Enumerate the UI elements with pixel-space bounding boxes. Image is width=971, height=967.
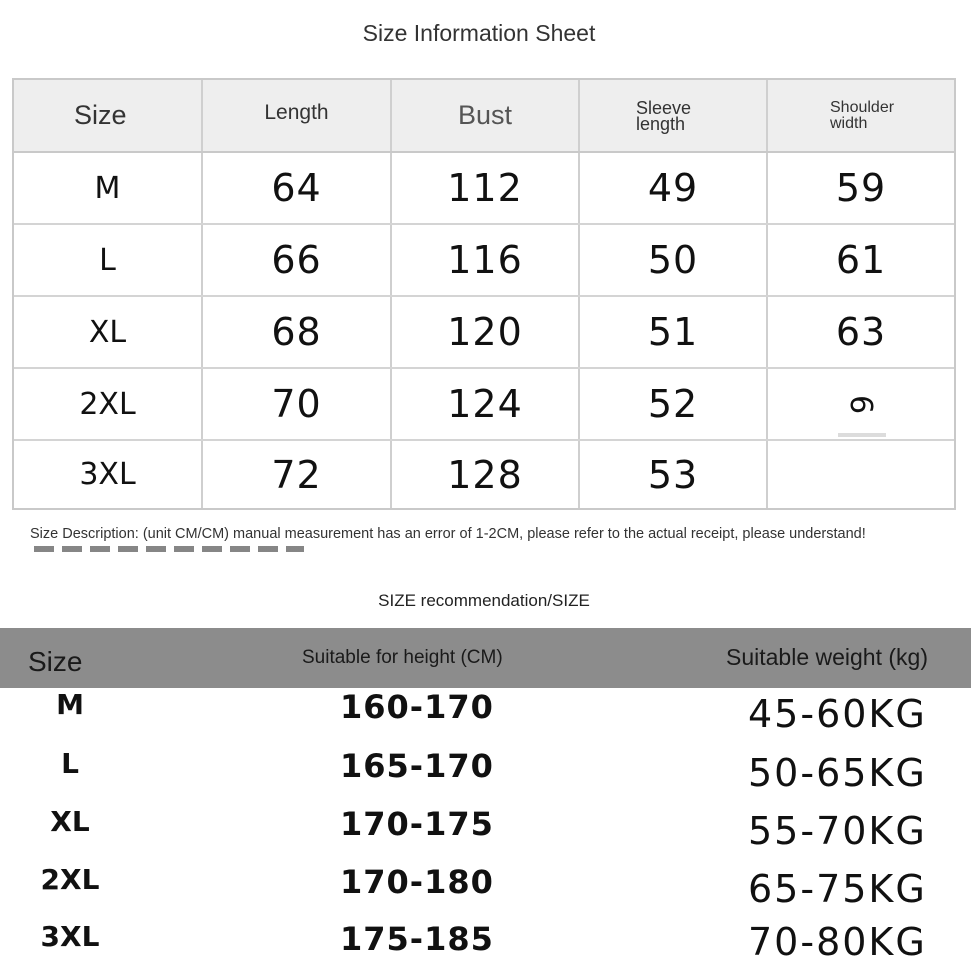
header-shoulder-width bbox=[768, 80, 954, 151]
cell-bust: 120 bbox=[392, 297, 580, 367]
cell-length: 70 bbox=[203, 369, 392, 439]
rec-height: 170-180 bbox=[340, 863, 494, 901]
rec-height: 175-185 bbox=[340, 920, 494, 958]
table-row bbox=[0, 920, 971, 966]
cell-shoulder: 61 bbox=[835, 238, 887, 282]
cell-sleeve: 53 bbox=[580, 441, 768, 508]
table-row bbox=[0, 688, 971, 746]
rec-height: 165-170 bbox=[340, 747, 494, 785]
cell-size: 2XL bbox=[14, 369, 203, 439]
table-row bbox=[14, 153, 954, 225]
cell-shoulder bbox=[768, 441, 954, 508]
size-info-table bbox=[12, 78, 956, 510]
cell-bust: 116 bbox=[392, 225, 580, 295]
cell-divider-fragment bbox=[838, 433, 886, 437]
cell-shoulder-rotated-value: 6 bbox=[843, 394, 879, 414]
header-shoulder-line2: width bbox=[830, 114, 868, 132]
rec-size: 3XL bbox=[40, 920, 100, 953]
rec-size: L bbox=[61, 747, 79, 780]
cell-length: 64 bbox=[203, 153, 392, 223]
rec-weight: 50-65KG bbox=[748, 751, 927, 795]
cell-shoulder: 63 bbox=[835, 310, 887, 354]
table-row bbox=[14, 441, 954, 508]
table-row bbox=[0, 747, 971, 805]
cell-shoulder bbox=[768, 369, 954, 439]
rec-size: 2XL bbox=[40, 863, 100, 896]
cell-bust: 112 bbox=[392, 153, 580, 223]
cell-sleeve: 50 bbox=[580, 225, 768, 295]
cell-length: 68 bbox=[203, 297, 392, 367]
header-sleeve-line1: Sleeve bbox=[636, 97, 692, 118]
rec-weight: 45-60KG bbox=[748, 692, 927, 736]
header-sleeve-length bbox=[580, 80, 768, 151]
rec-weight: 65-75KG bbox=[748, 867, 927, 911]
recommendation-title: SIZE recommendation/SIZE bbox=[378, 591, 590, 610]
cell-size: M bbox=[14, 153, 203, 223]
header-size: Size bbox=[14, 80, 203, 151]
cell-bust: 124 bbox=[392, 369, 580, 439]
header-weight: Suitable weight (kg) bbox=[726, 644, 928, 670]
cell-size: 3XL bbox=[14, 441, 203, 508]
rec-height: 160-170 bbox=[340, 688, 494, 726]
header-bust: Bust bbox=[392, 80, 580, 151]
table-row bbox=[14, 369, 954, 441]
table-header-row bbox=[14, 80, 954, 153]
table-row bbox=[0, 805, 971, 863]
sheet-title: Size Information Sheet bbox=[362, 20, 596, 46]
cell-sleeve: 51 bbox=[580, 297, 768, 367]
cell-size: XL bbox=[14, 297, 203, 367]
header-length: Length bbox=[203, 80, 392, 151]
rec-size: XL bbox=[50, 805, 90, 838]
header-size: Size bbox=[28, 646, 83, 677]
rec-height: 170-175 bbox=[340, 805, 494, 843]
rec-weight: 55-70KG bbox=[748, 809, 927, 853]
cell-sleeve: 52 bbox=[580, 369, 768, 439]
header-sleeve-line2: length bbox=[636, 113, 686, 134]
cell-sleeve: 49 bbox=[580, 153, 768, 223]
faded-text-artifact bbox=[34, 546, 304, 552]
cell-bust: 128 bbox=[392, 441, 580, 508]
cell-size: L bbox=[14, 225, 203, 295]
recommendation-header-bar bbox=[0, 628, 971, 688]
cell-length: 72 bbox=[203, 441, 392, 508]
cell-shoulder: 59 bbox=[835, 166, 887, 210]
cell-length: 66 bbox=[203, 225, 392, 295]
rec-weight: 70-80KG bbox=[748, 920, 927, 964]
header-shoulder-line1: Shoulder bbox=[830, 98, 895, 116]
rec-size: M bbox=[56, 688, 84, 721]
size-description-note: Size Description: (unit CM/CM) manual measurement has an error of 1-2CM, please refer to the actual receipt, please understand! bbox=[30, 526, 866, 542]
table-row bbox=[0, 863, 971, 921]
table-row bbox=[14, 297, 954, 369]
header-height: Suitable for height (CM) bbox=[302, 647, 503, 668]
table-row bbox=[14, 225, 954, 297]
